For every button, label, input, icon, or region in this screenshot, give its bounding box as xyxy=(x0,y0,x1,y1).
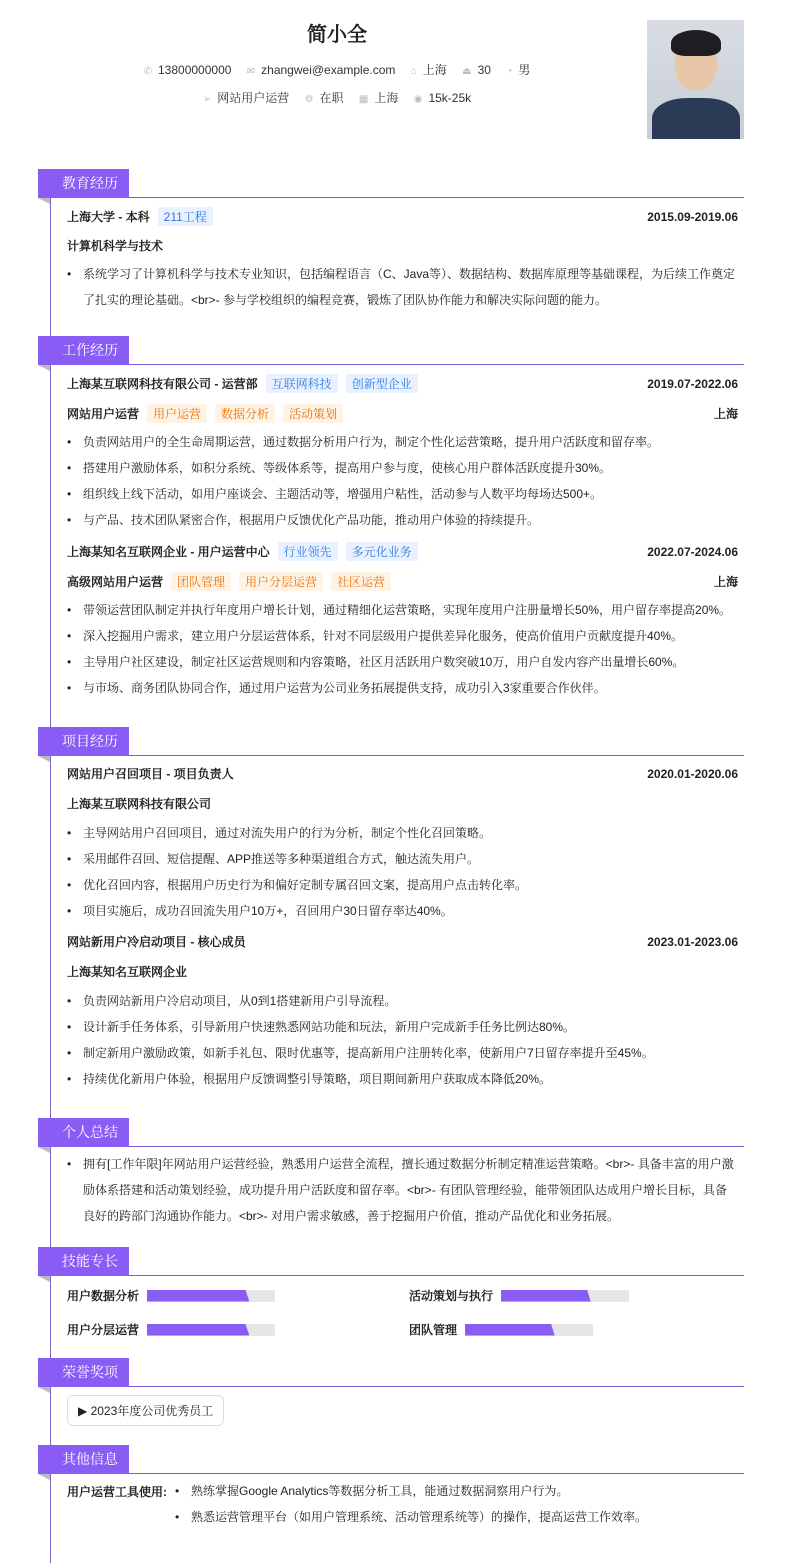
work-section xyxy=(38,336,744,695)
send-icon: ➢ xyxy=(202,94,212,105)
tag: 行业领先 xyxy=(278,542,338,561)
skill-bar-fill xyxy=(147,1324,249,1336)
bullet: • 与产品、技术团队紧密合作，根据用户反馈优化产品功能，推动用户体验的持续提升。 xyxy=(67,507,738,533)
bullet: • 负责网站用户的全生命周期运营，通过数据分析用户行为，制定个性化运营策略，提升用户活跃度和留存率。 xyxy=(67,429,738,455)
age: 30 xyxy=(477,63,491,77)
date: 2019.07-2022.06 xyxy=(647,376,738,391)
bullet: • 优化召回内容，根据用户历史行为和偏好定制专属召回文案，提高用户点击转化率。 xyxy=(67,872,738,898)
bullet: • 带领运营团队制定并执行年度用户增长计划，通过精细化运营策略，实现年度用户注册量增长50%，用户留存率提高20%。 xyxy=(67,597,738,623)
bullet: • 设计新手任务体系，引导新用户快速熟悉网站功能和玩法，新用户完成新手任务比例达80%。 xyxy=(67,1014,738,1040)
bullet: • 持续优化新用户体验，根据用户反馈调整引导策略，项目期间新用户获取成本降低20%。 xyxy=(67,1066,738,1092)
skills-section xyxy=(38,1247,744,1337)
mail-icon: ✉ xyxy=(246,66,256,77)
date: 2020.01-2020.06 xyxy=(647,766,738,781)
job-title: 网站用户运营 xyxy=(67,407,140,421)
skill-name: 用户分层运营 xyxy=(67,1323,140,1337)
tag: 多元化业务 xyxy=(346,542,418,561)
school: 上海大学 - 本科 xyxy=(67,210,150,224)
section-title: 项目经历 xyxy=(38,727,129,756)
status-icon: ⚙ xyxy=(304,94,314,105)
skill-bar-fill xyxy=(465,1324,555,1336)
skill-item xyxy=(409,1287,629,1304)
building-icon: ▦ xyxy=(358,94,369,105)
company: 上海某互联网科技有限公司 - 运营部 xyxy=(67,377,258,391)
company: 上海某知名互联网企业 - 用户运营中心 xyxy=(67,545,270,559)
awards-section xyxy=(38,1358,744,1418)
profile-photo xyxy=(647,20,744,139)
section-title: 技能专长 xyxy=(38,1247,129,1276)
section-title: 个人总结 xyxy=(38,1118,129,1147)
award-name: 2023年度公司优秀员工 xyxy=(90,1404,214,1418)
tag: 用户运营 xyxy=(147,404,207,423)
summary-section xyxy=(38,1118,744,1223)
skill-name: 用户数据分析 xyxy=(67,1289,140,1303)
skill-item xyxy=(67,1321,275,1338)
skill-bar-fill xyxy=(147,1290,249,1302)
section-title: 教育经历 xyxy=(38,169,129,198)
position: 网站用户运营 xyxy=(217,91,290,105)
tag: 活动策划 xyxy=(283,404,343,423)
bullet: • 熟悉运营管理平台（如用户管理系统、活动管理系统等）的操作，提高运营工作效率。 xyxy=(175,1504,738,1530)
project-org: 上海某知名互联网企业 xyxy=(67,965,188,979)
other-label: 用户运营工具使用: xyxy=(67,1485,167,1499)
skill-name: 团队管理 xyxy=(409,1323,458,1337)
skill-name: 活动策划与执行 xyxy=(409,1289,494,1303)
bullet: • 组织线上线下活动，如用户座谈会、主题活动等，增强用户粘性，活动参与人数平均每场达500+。 xyxy=(67,481,738,507)
tag: 社区运营 xyxy=(331,572,391,591)
city: 上海 xyxy=(422,63,447,77)
date: 2023.01-2023.06 xyxy=(647,934,738,949)
tag: 互联网科技 xyxy=(266,374,338,393)
date: 2022.07-2024.06 xyxy=(647,544,738,559)
award-item[interactable] xyxy=(67,1395,224,1426)
tag: 创新型企业 xyxy=(346,374,418,393)
salary-icon: ◉ xyxy=(413,94,423,105)
other-section xyxy=(38,1445,744,1524)
phone: 13800000000 xyxy=(158,63,232,77)
bullet: • 与市场、商务团队协同合作，通过用户运营为公司业务拓展提供支持，成功引入3家重要合作伙伴。 xyxy=(67,675,738,701)
skill-item xyxy=(67,1287,275,1304)
job-title: 高级网站用户运营 xyxy=(67,575,164,589)
skill-bar xyxy=(147,1290,275,1302)
skill-bar-fill xyxy=(501,1290,591,1302)
triangle-right-icon: ▶ xyxy=(78,1404,91,1418)
section-title: 荣誉奖项 xyxy=(38,1358,129,1387)
bullet: • 制定新用户激励政策，如新手礼包、限时优惠等，提高新用户注册转化率，使新用户7日留存率提升至45%。 xyxy=(67,1040,738,1066)
bullet: • 负责网站新用户冷启动项目，从0到1搭建新用户引导流程。 xyxy=(67,988,738,1014)
bullet: • 采用邮件召回、短信提醒、APP推送等多种渠道组合方式，触达流失用户。 xyxy=(67,846,738,872)
job-line xyxy=(0,89,674,106)
gender: 男 xyxy=(518,63,531,77)
age-icon: ⏏ xyxy=(462,66,472,77)
tag: 数据分析 xyxy=(215,404,275,423)
work-city: 上海 xyxy=(374,91,399,105)
skill-bar xyxy=(465,1324,593,1336)
major: 计算机科学与技术 xyxy=(67,239,164,253)
phone-icon: ✆ xyxy=(143,66,152,77)
gender-icon: ◔ xyxy=(506,66,513,77)
home-icon: ⌂ xyxy=(410,66,417,77)
summary-text: • 拥有[工作年限]年网站用户运营经验，熟悉用户运营全流程，擅长通过数据分析制定精准运营策略。<br>- 具备丰富的用户激励体系搭建和活动策划经验，成功提升用户活跃度和留存率。<br>- 有团队管理经验，能带领团队达成用户增长目标，具备良好的跨部门沟通协作能力。<br>- 对用户需求敏感，善于挖掘用户价值，推动产品优化和业务拓展。 xyxy=(67,1151,738,1229)
bullet: • 搭建用户激励体系，如积分系统、等级体系等，提高用户参与度，使核心用户群体活跃度提升30%。 xyxy=(67,455,738,481)
project-name: 网站新用户冷启动项目 - 核心成员 xyxy=(67,935,246,949)
section-title: 工作经历 xyxy=(38,336,129,365)
contact-line xyxy=(0,61,674,78)
projects-section xyxy=(38,727,744,1086)
email: zhangwei@example.com xyxy=(261,63,396,77)
city: 上海 xyxy=(713,407,738,421)
bullet: • 熟练掌握Google Analytics等数据分析工具，能通过数据洞察用户行为。 xyxy=(175,1478,738,1504)
status: 在职 xyxy=(319,91,344,105)
tag: 211工程 xyxy=(158,207,213,226)
candidate-name: 简小全 xyxy=(307,24,367,46)
bullet: • 深入挖掘用户需求，建立用户分层运营体系，针对不同层级用户提供差异化服务，使高价值用户贡献度提升40%。 xyxy=(67,623,738,649)
date: 2015.09-2019.06 xyxy=(647,209,738,224)
skill-item xyxy=(409,1321,593,1338)
project-name: 网站用户召回项目 - 项目负责人 xyxy=(67,767,234,781)
education-desc: • 系统学习了计算机科学与技术专业知识，包括编程语言（C、Java等）、数据结构、数据库原理等基础课程，为后续工作奠定了扎实的理论基础。<br>- 参与学校组织的编程竞赛，锻炼了团队协作能力和解决实际问题的能力。 xyxy=(67,261,738,313)
bullet: • 主导网站用户召回项目，通过对流失用户的行为分析，制定个性化召回策略。 xyxy=(67,820,738,846)
resume-header xyxy=(0,0,794,150)
bullet: • 主导用户社区建设，制定社区运营规则和内容策略，社区月活跃用户数突破10万，用户自发内容产出量增长60%。 xyxy=(67,649,738,675)
bullet: • 项目实施后，成功召回流失用户10万+，召回用户30日留存率达40%。 xyxy=(67,898,738,924)
tag: 用户分层运营 xyxy=(239,572,323,591)
tag: 团队管理 xyxy=(171,572,231,591)
project-org: 上海某互联网科技有限公司 xyxy=(67,797,212,811)
salary: 15k-25k xyxy=(428,91,472,105)
education-section xyxy=(38,169,744,307)
section-title: 其他信息 xyxy=(38,1445,129,1474)
skill-bar xyxy=(501,1290,629,1302)
skill-bar xyxy=(147,1324,275,1336)
city: 上海 xyxy=(713,575,738,589)
